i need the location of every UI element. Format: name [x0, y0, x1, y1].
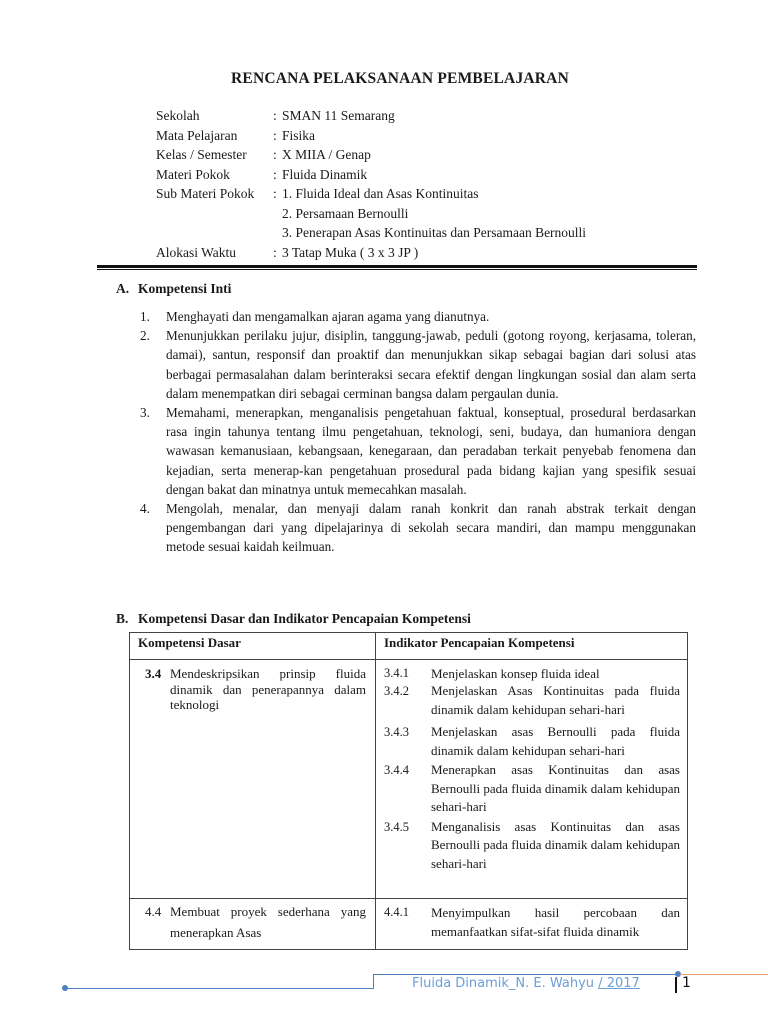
info-row-topic — [156, 165, 586, 185]
kd-code: 4.4 — [145, 904, 162, 919]
list-item — [140, 499, 696, 557]
info-separator: : — [273, 244, 277, 260]
section-letter: A. — [116, 281, 130, 296]
info-value: SMAN 11 Semarang — [282, 108, 395, 123]
identity-block — [156, 106, 586, 262]
info-value: Fluida Dinamik — [282, 166, 368, 182]
kd-text: Membuat proyek sederhana yang menerapkan Asas — [170, 904, 366, 940]
indicator-text: Menjelaskan Asas Kontinuitas pada fluida dinamik dalam kehidupan sehari-hari — [431, 683, 680, 717]
info-separator: : — [273, 147, 277, 162]
table-row — [130, 899, 688, 950]
info-label: Alokasi Waktu — [156, 244, 237, 260]
info-row-school — [156, 106, 586, 126]
indicator-code: 3.4.5 — [384, 819, 409, 834]
footer-line — [64, 988, 374, 989]
indicator-code: 3.4.3 — [384, 725, 409, 739]
section-letter: B. — [116, 611, 129, 626]
footer-year: / 2017 — [598, 976, 640, 991]
footer-vertical-line — [373, 974, 374, 989]
info-value: Fisika — [282, 127, 316, 143]
indicator-item — [384, 666, 680, 681]
info-value: 3 Tatap Muka ( 3 x 3 JP ) — [282, 244, 419, 260]
kd-code: 3.4 — [145, 666, 162, 681]
info-separator: : — [273, 127, 277, 143]
indicator-text: Menjelaskan konsep fluida ideal — [431, 666, 600, 681]
footer-accent-line — [680, 974, 768, 975]
list-number: 2. — [140, 328, 150, 344]
info-label: Mata Pelajaran — [156, 127, 238, 143]
indicator-code: 4.4.1 — [384, 905, 409, 919]
info-label: Sekolah — [156, 108, 200, 123]
indicator-cell — [376, 899, 688, 950]
info-subtopic-item: 3. Penerapan Asas Kontinuitas dan Persamaan Bernoulli — [282, 225, 587, 240]
list-number: 3. — [140, 405, 150, 421]
list-text: Mengolah, menalar, dan menyaji dalam ranah konkrit dan ranah abstrak terkait dengan pengembangan dari yang dipelajarinya di sekolah secara mandiri, dan mampu menggunakan metode sesuai kaidah keilmuan. — [166, 501, 696, 555]
indicator-cell — [376, 660, 688, 899]
indicator-item — [384, 903, 680, 941]
indicator-code: 3.4.2 — [384, 684, 409, 698]
core-competency-list — [140, 307, 696, 557]
footer-separator — [675, 977, 677, 993]
kd-cell — [130, 660, 376, 899]
info-value: X MIIA / Genap — [282, 147, 371, 162]
list-text: Memahami, menerapkan, menganalisis pengetahuan faktual, konseptual, prosedural berdasarkan rasa ingin tahunya tentang ilmu pengetahuan, teknologi, seni, budaya, dan humaniora dengan wawasan kemanusiaan, kebangsaan, kenegaraan, dan peradaban terkait penyebab fenomena dan kejadian, serta menerap-kan pengetahuan prosedural pada bidang kajian yang spesifik sesuai dengan bakat dan minatnya untuk memecahkan masalah. — [166, 405, 696, 497]
table-row — [130, 660, 688, 899]
list-text: Menghayati dan mengamalkan ajaran agama yang dianutnya. — [166, 309, 490, 324]
info-row-time — [156, 243, 586, 263]
section-b-heading — [116, 611, 471, 627]
footer-top-line — [373, 974, 678, 975]
footer-label — [412, 976, 640, 991]
kd-text: Mendeskripsikan prinsip fluida dinamik dan penerapannya dalam teknologi — [170, 666, 366, 712]
column-header-kd: Kompetensi Dasar — [130, 633, 376, 660]
info-label: Sub Materi Pokok — [156, 186, 255, 201]
document-title: RENCANA PELAKSANAAN PEMBELAJARAN — [231, 70, 569, 87]
page-number: 1 — [682, 975, 691, 991]
section-a-heading — [116, 281, 231, 297]
info-label: Kelas / Semester — [156, 147, 247, 162]
list-number: 1. — [140, 309, 150, 324]
kd-cell — [130, 899, 376, 950]
section-title: Kompetensi Dasar dan Indikator Pencapaian Kompetensi — [138, 611, 471, 626]
footer-dot — [62, 985, 68, 991]
list-number: 4. — [140, 501, 150, 517]
info-value: 1. Fluida Ideal dan Asas Kontinuitas — [282, 186, 479, 201]
section-title: Kompetensi Inti — [138, 281, 232, 296]
table-header-row — [130, 633, 688, 660]
info-row-subtopic — [156, 184, 586, 204]
footer-title: Fluida Dinamik_N. E. Wahyu — [412, 976, 595, 991]
column-header-ipk: Indikator Pencapaian Kompetensi — [376, 633, 688, 660]
info-row-class — [156, 145, 586, 165]
indicator-text: Menjelaskan asas Bernoulli pada fluida dinamik dalam kehidupan sehari-hari — [431, 724, 680, 758]
list-text: Menunjukkan perilaku jujur, disiplin, tanggung-jawab, peduli (gotong royong, kerjasama, toleran, damai), santun, responsif dan proaktif dan menunjukkan sikap sebagai bagian dari solusi atas berbagai permasalahan dalam berinteraksi secara efektif dengan lingkungan sosial dan alam serta dalam menempatkan diri sebagai cerminan bangsa dalam pergaulan dunia. — [166, 328, 696, 401]
indicator-code: 3.4.4 — [384, 763, 409, 777]
header-divider — [97, 265, 697, 270]
indicator-text: Menerapkan asas Kontinuitas dan asas Bernoulli pada fluida dinamik dalam kehidupan sehari-hari — [431, 762, 680, 814]
info-separator: : — [273, 186, 277, 201]
competency-table — [129, 632, 688, 950]
indicator-code: 3.4.1 — [384, 666, 409, 680]
info-separator: : — [273, 166, 277, 182]
indicator-item — [384, 723, 680, 760]
info-subtopic-item: 2. Persamaan Bernoulli — [282, 205, 409, 221]
info-separator: : — [273, 108, 277, 123]
list-item — [140, 326, 696, 403]
info-row-subject — [156, 126, 586, 146]
indicator-item — [384, 761, 680, 817]
list-item — [140, 307, 696, 326]
indicator-text: Menyimpulkan hasil percobaan dan memanfaatkan sifat-sifat fluida dinamik — [431, 905, 680, 939]
info-label: Materi Pokok — [156, 166, 230, 182]
indicator-item — [384, 682, 680, 719]
indicator-text: Menganalisis asas Kontinuitas dan asas Bernoulli pada fluida dinamik dalam kehidupan sehari-hari — [431, 818, 680, 871]
indicator-item — [384, 818, 680, 874]
list-item — [140, 403, 696, 499]
